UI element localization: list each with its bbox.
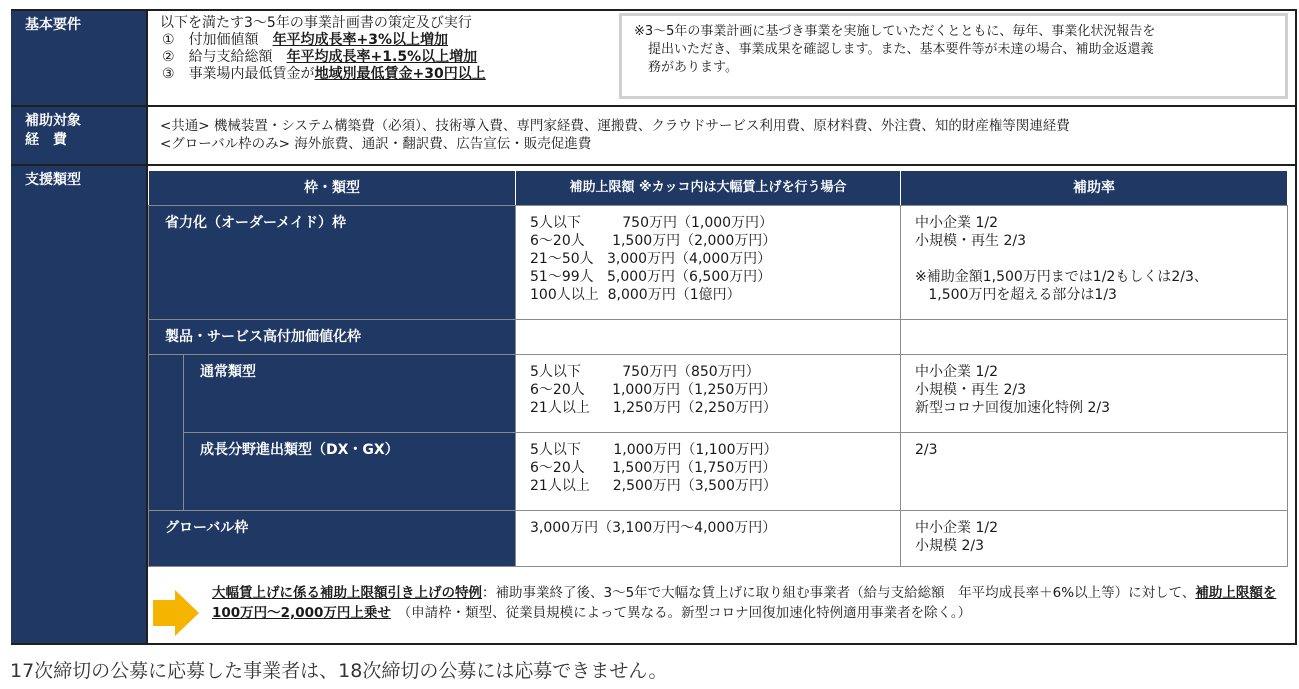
row-limit: 5人以下 750万円（850万円） 6～20人 1,000万円（1,250万円） 21人以上 1,250万円（2,250万円） — [516, 355, 901, 433]
row-limit: 5人以下 1,000万円（1,100万円） 6～20人 1,500万円（1,750万円） 21人以上 2,500万円（3,500万円） — [516, 433, 901, 511]
table-header-row — [149, 171, 1288, 206]
expenses-label: 補助対象 経 費 — [11, 107, 146, 164]
header-rate: 補助率 — [901, 171, 1288, 206]
section-divider — [11, 164, 1297, 166]
requirements-intro: 以下を満たす3～5年の事業計画書の策定及び実行 — [160, 15, 472, 31]
row-name: 製品・サービス高付加価値化枠 — [149, 320, 516, 355]
row-limit: 3,000万円（3,100万円～4,000万円） — [516, 511, 901, 567]
indent-cell — [149, 355, 184, 511]
row-rate: 中小企業 1/2 小規模・再生 2/3 ※補助金額1,500万円までは1/2もしくは2/3、 1,500万円を超える部分は1/3 — [901, 206, 1288, 320]
expenses-global: <グローバル枠のみ> 海外旅費、通訳・翻訳費、広告宣伝・販売促進費 — [160, 136, 592, 152]
row-limit — [516, 320, 901, 355]
requirement-item: ③ 事業場内最低賃金が地域別最低賃金+30円以上 — [162, 66, 486, 82]
requirement-item: ② 給与支給総額 年平均成長率+1.5%以上増加 — [162, 49, 478, 65]
table-row — [149, 206, 1288, 320]
requirement-item: ① 付加価値額 年平均成長率+3%以上増加 — [162, 32, 449, 48]
table-row — [149, 511, 1288, 567]
row-name: 省力化（オーダーメイド）枠 — [149, 206, 516, 320]
expenses-common: <共通> 機械装置・システム構築費（必須）、技術導入費、専門家経費、運搬費、クラウドサービス利用費、原材料費、外注費、知的財産権等関連経費 — [160, 118, 1070, 134]
row-limit: 5人以下 750万円（1,000万円） 6～20人 1,500万円（2,000万円） 21～50人 3,000万円（4,000万円） 51～99人 5,000万円（6,500万円） 100人以上 8,000万円（1億円） — [516, 206, 901, 320]
support-label: 支援類型 — [11, 166, 146, 643]
row-name: 通常類型 — [184, 355, 516, 433]
special-note: 大幅賃上げに係る補助上限額引き上げの特例：補助事業終了後、3～5年で大幅な賃上げに取り組む事業者（給与支給総額 年平均成長率＋6%以上等）に対して、補助上限額を100万円～2,000万円上乗せ （申請枠・類型、従業員規模によって異なる。新型コロナ回復加速化特例適用事業者を除く。） — [212, 585, 1277, 621]
footer-note: 17次締切の公募に応募した事業者は、18次締切の公募には応募できません。 — [10, 660, 668, 682]
header-type: 枠・類型 — [149, 171, 516, 206]
requirements-note: ※3～5年の事業計画に基づき事業を実施していただくとともに、毎年、事業化状況報告を 提出いただき、事業成果を確認します。また、基本要件等が未達の場合、補助金返還義 務があります。 — [619, 13, 1288, 99]
table-row — [149, 355, 1288, 433]
row-rate: 2/3 — [901, 433, 1288, 511]
arrow-right-icon — [151, 588, 201, 638]
row-name: グローバル枠 — [149, 511, 516, 567]
support-table — [148, 170, 1288, 567]
table-row — [149, 320, 1288, 355]
row-rate — [901, 320, 1288, 355]
section-divider — [11, 105, 1297, 107]
row-name: 成長分野進出類型（DX・GX） — [184, 433, 516, 511]
header-limit: 補助上限額 ※カッコ内は大幅賃上げを行う場合 — [516, 171, 901, 206]
table-row — [149, 433, 1288, 511]
row-rate: 中小企業 1/2 小規模 2/3 — [901, 511, 1288, 567]
row-rate: 中小企業 1/2 小規模・再生 2/3 新型コロナ回復加速化特例 2/3 — [901, 355, 1288, 433]
requirements-label: 基本要件 — [11, 11, 146, 105]
